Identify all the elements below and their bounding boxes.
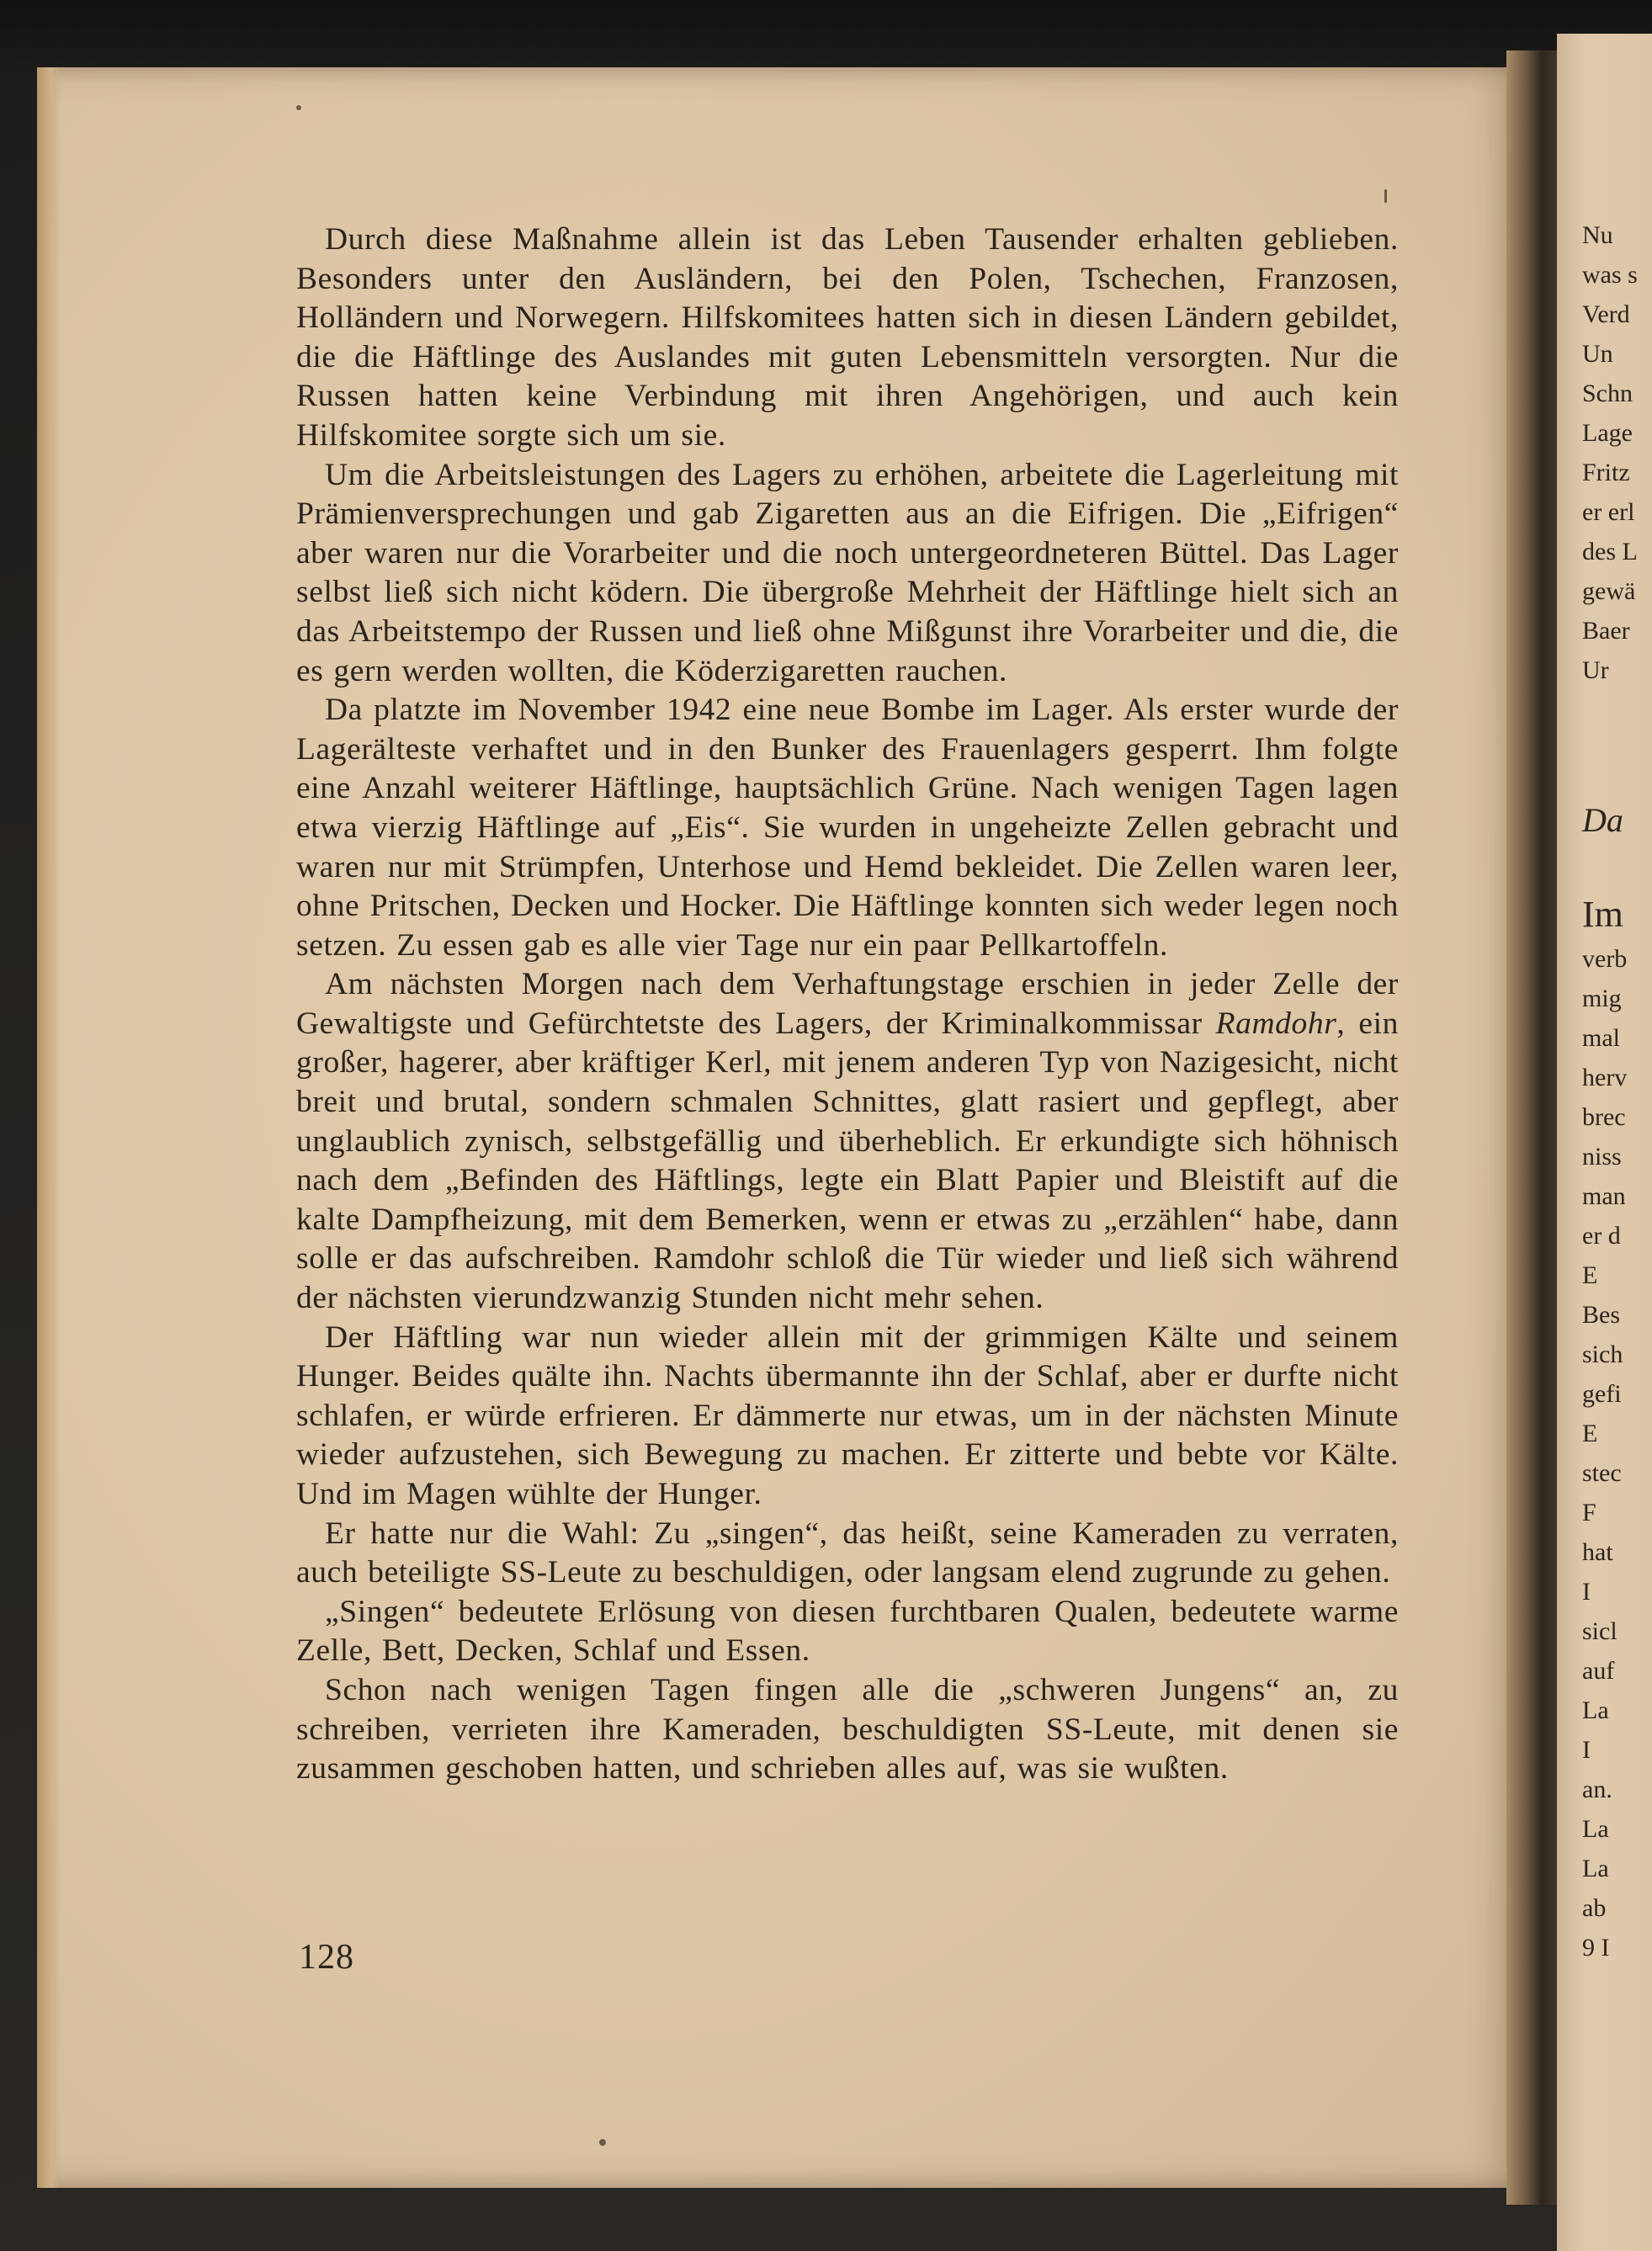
facing-page-line: stec bbox=[1582, 1459, 1622, 1487]
facing-page-line: Verd bbox=[1582, 300, 1630, 328]
facing-page-line: an. bbox=[1582, 1776, 1612, 1803]
facing-page-line: Nu bbox=[1582, 221, 1613, 249]
paragraph: Er hatte nur die Wahl: Zu „singen“, das heißt, seine Kameraden zu verraten, auch beteiligte SS-Leute zu beschuldigen, oder langsam elend zugrunde zu gehen. bbox=[296, 1516, 1399, 1590]
facing-page-line: La bbox=[1582, 1815, 1609, 1843]
facing-page-line: verb bbox=[1582, 945, 1628, 973]
facing-page-line: I bbox=[1582, 1578, 1591, 1606]
paper-speck bbox=[1384, 189, 1387, 203]
facing-page-line: man bbox=[1582, 1182, 1626, 1210]
paragraph: Da platzte im November 1942 eine neue Bombe im Lager. Als erster wurde der Lagerälteste verhaftet und in den Bunker des Frauenlagers gesperrt. Ihm folgte eine Anzahl weiterer Häftlinge, hauptsächlich Grüne. Nach wenigen Tagen lagen etwa vierzig Häftlinge auf „Eis“. Sie wurden in ungeheizte Zellen gebracht und waren nur mit Strümpfen, Unterhose und Hemd bekleidet. Die Zellen waren leer, ohne Pritschen, Decken und Hocker. Die Häftlinge konnten sich weder legen noch setzen. Zu essen gab es alle vier Tage nur ein paar Pellkartoffeln. bbox=[296, 693, 1399, 963]
facing-page-line: niss bbox=[1582, 1143, 1622, 1171]
facing-page-line: F bbox=[1582, 1499, 1596, 1526]
facing-page-line: herv bbox=[1582, 1064, 1628, 1091]
facing-page-line: auf bbox=[1582, 1657, 1615, 1685]
facing-page-line: Un bbox=[1582, 340, 1613, 368]
facing-page-line: Lage bbox=[1582, 419, 1633, 447]
facing-page-line: Ur bbox=[1582, 656, 1609, 684]
paragraph: Durch diese Maßnahme allein ist das Leben Tausender erhalten geblieben. Besonders unter den Ausländern, bei den Polen, Tschechen, Franzosen, Holländern und Norwegern. Hilfskomitees hatten sich in diesen Ländern gebildet, die die Häftlinge des Auslandes mit guten Lebensmitteln versorgten. Nur die Russen hatten keine Verbindung mit ihren Angehörigen, und auch kein Hilfskomitee sorgte sich um sie. bbox=[296, 222, 1399, 453]
facing-page-line: I bbox=[1582, 1736, 1591, 1764]
facing-page-line: mal bbox=[1582, 1024, 1620, 1052]
facing-page-line: 9 I bbox=[1582, 1934, 1610, 1962]
facing-page-line: was s bbox=[1582, 261, 1638, 289]
paragraph: Der Häftling war nun wieder allein mit der grimmigen Kälte und seinem Hunger. Beides quälte ihn. Nachts übermannte ihn der Schlaf, aber er durfte nicht schlafen, er würde erfrieren. Er dämmerte nur etwas, um in der nächsten Minute wieder aufzustehen, sich Bewegung zu machen. Er zitterte und bebte vor Kälte. Und im Magen wühlte der Hunger. bbox=[296, 1319, 1399, 1511]
facing-page-line: La bbox=[1582, 1696, 1609, 1724]
paragraph: Schon nach wenigen Tagen fingen alle die „schweren Jungens“ an, zu schreiben, verrieten ihre Kameraden, beschuldigten SS-Leute, mit denen sie zusammen geschoben hatten, und schrieben alles auf, was sie wußten. bbox=[296, 1672, 1399, 1786]
paragraph: „Singen“ bedeutete Erlösung von diesen furchtbaren Qualen, bedeutete warme Zelle, Bett, Decken, Schlaf und Essen. bbox=[296, 1594, 1399, 1669]
facing-page-line: er erl bbox=[1582, 498, 1635, 526]
facing-page-line: ab bbox=[1582, 1894, 1607, 1922]
facing-page-line: sich bbox=[1582, 1341, 1623, 1368]
facing-page-line: mig bbox=[1582, 985, 1622, 1012]
facing-page-line: Baer bbox=[1582, 617, 1630, 645]
facing-page-line: sicl bbox=[1582, 1617, 1617, 1645]
paragraph-text: Am nächsten Morgen nach dem Verhaftungstage erschien in jeder Zelle der Gewaltigste und Gefürchtetste des Lagers, der Kriminalkommissar bbox=[296, 967, 1399, 1041]
facing-page-line: gefi bbox=[1582, 1380, 1622, 1408]
facing-page-line: Bes bbox=[1582, 1301, 1620, 1329]
paragraph: Um die Arbeitsleistungen des Lagers zu erhöhen, arbeitete die Lagerleitung mit Prämienversprechungen und gab Zigaretten aus an die Eifrigen. Die „Eifrigen“ aber waren nur die Vorarbeiter und die noch untergeordneteren Büttel. Das Lager selbst ließ sich nicht ködern. Die übergroße Mehrheit der Häftlinge hielt sich an das Arbeitstempo der Russen und ließ ohne Mißgunst ihre Vorarbeiter und die, die es gern werden wollten, die Köderzigaretten rauchen. bbox=[296, 457, 1399, 688]
page-number: 128 bbox=[299, 1938, 354, 1977]
facing-book-page bbox=[1557, 34, 1652, 2251]
paper-speck bbox=[599, 2139, 606, 2146]
facing-page-line: Fritz bbox=[1582, 459, 1630, 486]
facing-page-line: gewä bbox=[1582, 577, 1636, 605]
facing-page-initial: Im bbox=[1582, 894, 1623, 935]
paper-speck bbox=[296, 105, 301, 110]
page-body-text bbox=[296, 220, 1399, 1789]
facing-page-heading: Da bbox=[1582, 801, 1623, 839]
paragraph-text: , ein großer, hagerer, aber kräftiger Kerl, mit jenem anderen Typ von Nazigesicht, nicht breit und brutal, sondern schmalen Schnittes, glatt rasiert und gepflegt, aber unglaublich zynisch, selbstgefällig und überheblich. Er erkundigte sich höhnisch nach dem „Befinden des Häftlings, legte ein Blatt Papier und Bleistift auf die kalte Dampfheizung, mit dem Bemerken, wenn er etwas zu „erzählen“ habe, dann solle er das aufschreiben. Ramdohr schloß die Tür wieder und ließ sich während der nächsten vierundzwanzig Stunden nicht mehr sehen. bbox=[296, 1006, 1399, 1316]
paragraph bbox=[296, 965, 1399, 1318]
facing-page-line: hat bbox=[1582, 1538, 1613, 1566]
facing-page-line: des L bbox=[1582, 538, 1638, 565]
facing-page-line: brec bbox=[1582, 1103, 1626, 1131]
italic-name: Ramdohr bbox=[1215, 1006, 1337, 1041]
facing-page-line: La bbox=[1582, 1855, 1609, 1882]
facing-page-line: E bbox=[1582, 1261, 1598, 1289]
facing-page-line: er d bbox=[1582, 1222, 1621, 1250]
facing-page-line: Schn bbox=[1582, 380, 1633, 407]
facing-page-line: E bbox=[1582, 1420, 1598, 1447]
